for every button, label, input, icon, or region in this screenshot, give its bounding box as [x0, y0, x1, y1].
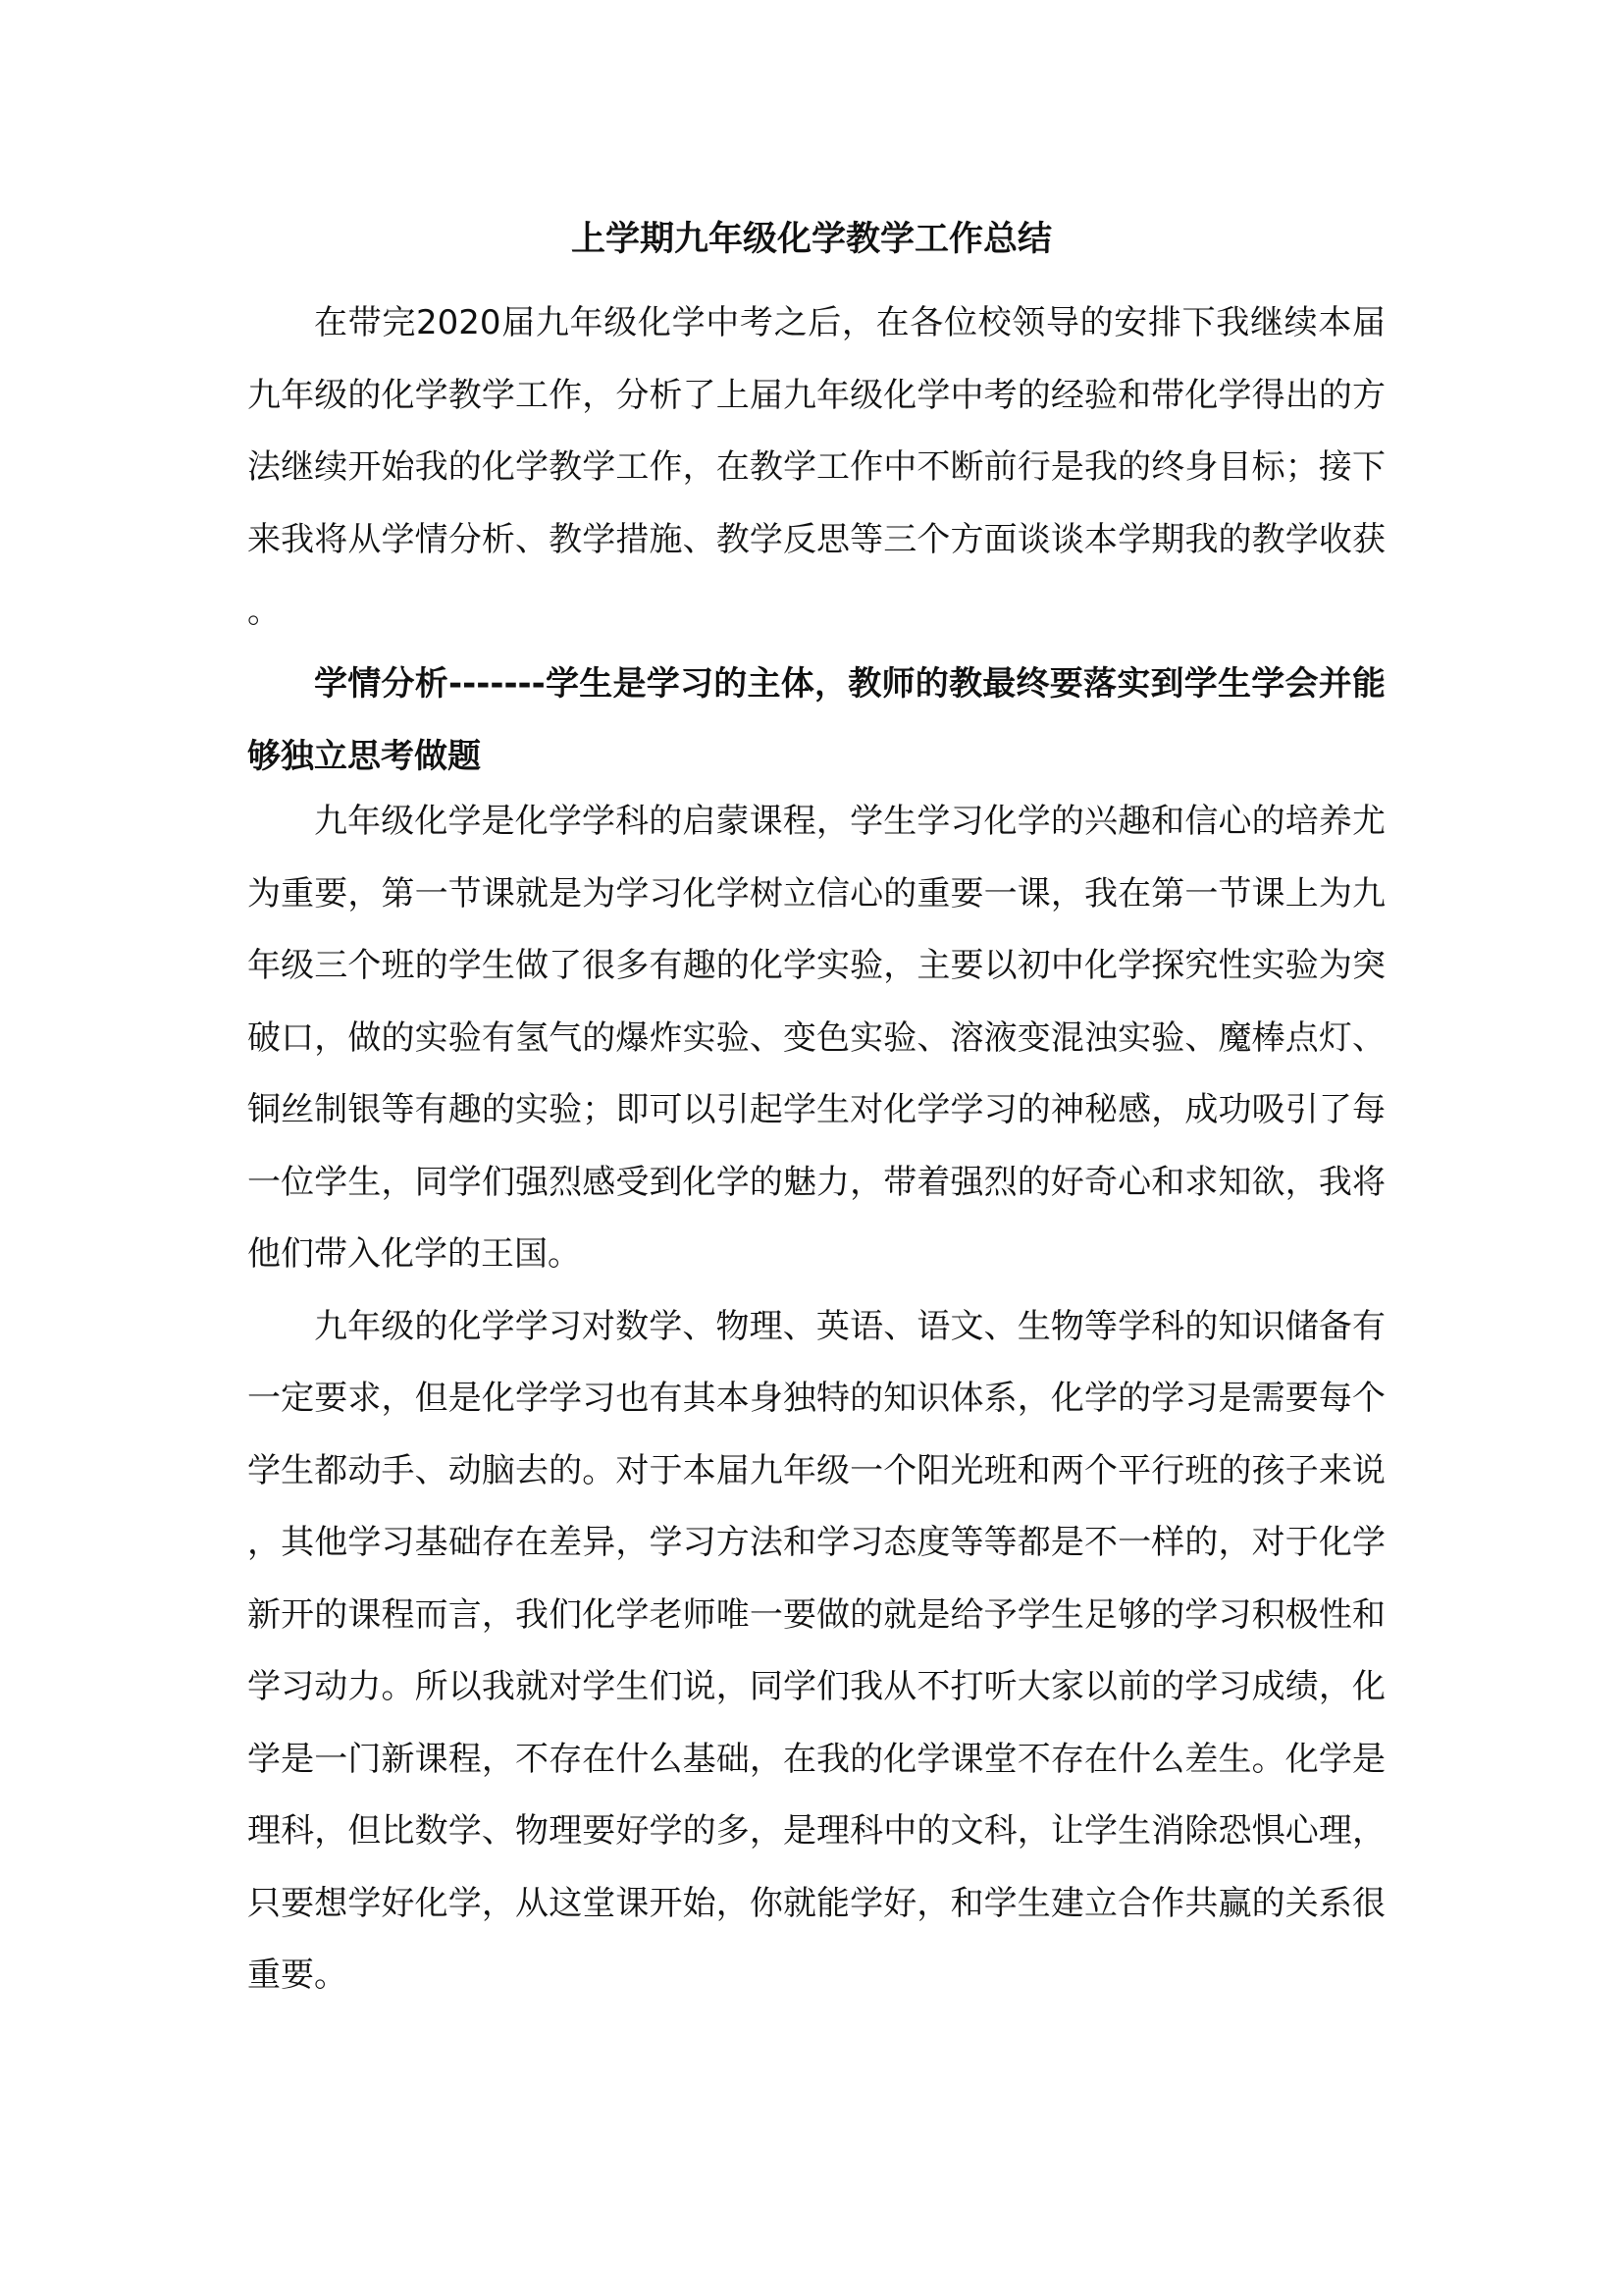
paragraph-body-1: 九年级化学是化学学科的启蒙课程，学生学习化学的兴趣和信心的培养尤为重要，第一节课就是为学习化学树立信心的重要一课，我在第一节课上为九年级三个班的学生做了很多有趣的化学实验，主要以初中化学探究性实验为突破口，做的实验有氢气的爆炸实验、变色实验、溶液变混浊实验、魔棒点灯、铜丝制银等有趣的实验；即可以引起学生对化学学习的神秘感，成功吸引了每一位学生，同学们强烈感受到化学的魅力，带着强烈的好奇心和求知欲，我将他们带入化学的王国。: [247, 802, 1386, 1274]
body-block: [247, 786, 1386, 2012]
section-heading-block: [247, 649, 1386, 793]
section-heading: 学情分析-------学生是学习的主体，教师的教最终要落实到学生学会并能够独立思考做题: [247, 664, 1386, 776]
document-title: 上学期九年级化学教学工作总结: [570, 219, 1052, 259]
paragraph-intro: 在带完2020届九年级化学中考之后，在各位校领导的安排下我继续本届九年级的化学教学工作，分析了上届九年级化学中考的经验和带化学得出的方法继续开始我的化学教学工作，在教学工作中不断前行是我的终身目标；接下来我将从学情分析、教学措施、教学反思等三个方面谈谈本学期我的教学收获。: [247, 303, 1386, 631]
intro-block: [247, 287, 1386, 649]
paragraph-body-2: 九年级的化学学习对数学、物理、英语、语文、生物等学科的知识储备有一定要求，但是化学学习也有其本身独特的知识体系，化学的学习是需要每个学生都动手、动脑去的。对于本届九年级一个阳光班和两个平行班的孩子来说，其他学习基础存在差异，学习方法和学习态度等等都是不一样的，对于化学新开的课程而言，我们化学老师唯一要做的就是给予学生足够的学习积极性和学习动力。所以我就对学生们说，同学们我从不打听大家以前的学习成绩，化学是一门新课程，不存在什么基础，在我的化学课堂不存在什么差生。化学是理科，但比数学、物理要好学的多，是理科中的文科，让学生消除恐惧心理，只要想学好化学，从这堂课开始，你就能学好，和学生建立合作共赢的关系很重要。: [247, 1306, 1386, 1995]
